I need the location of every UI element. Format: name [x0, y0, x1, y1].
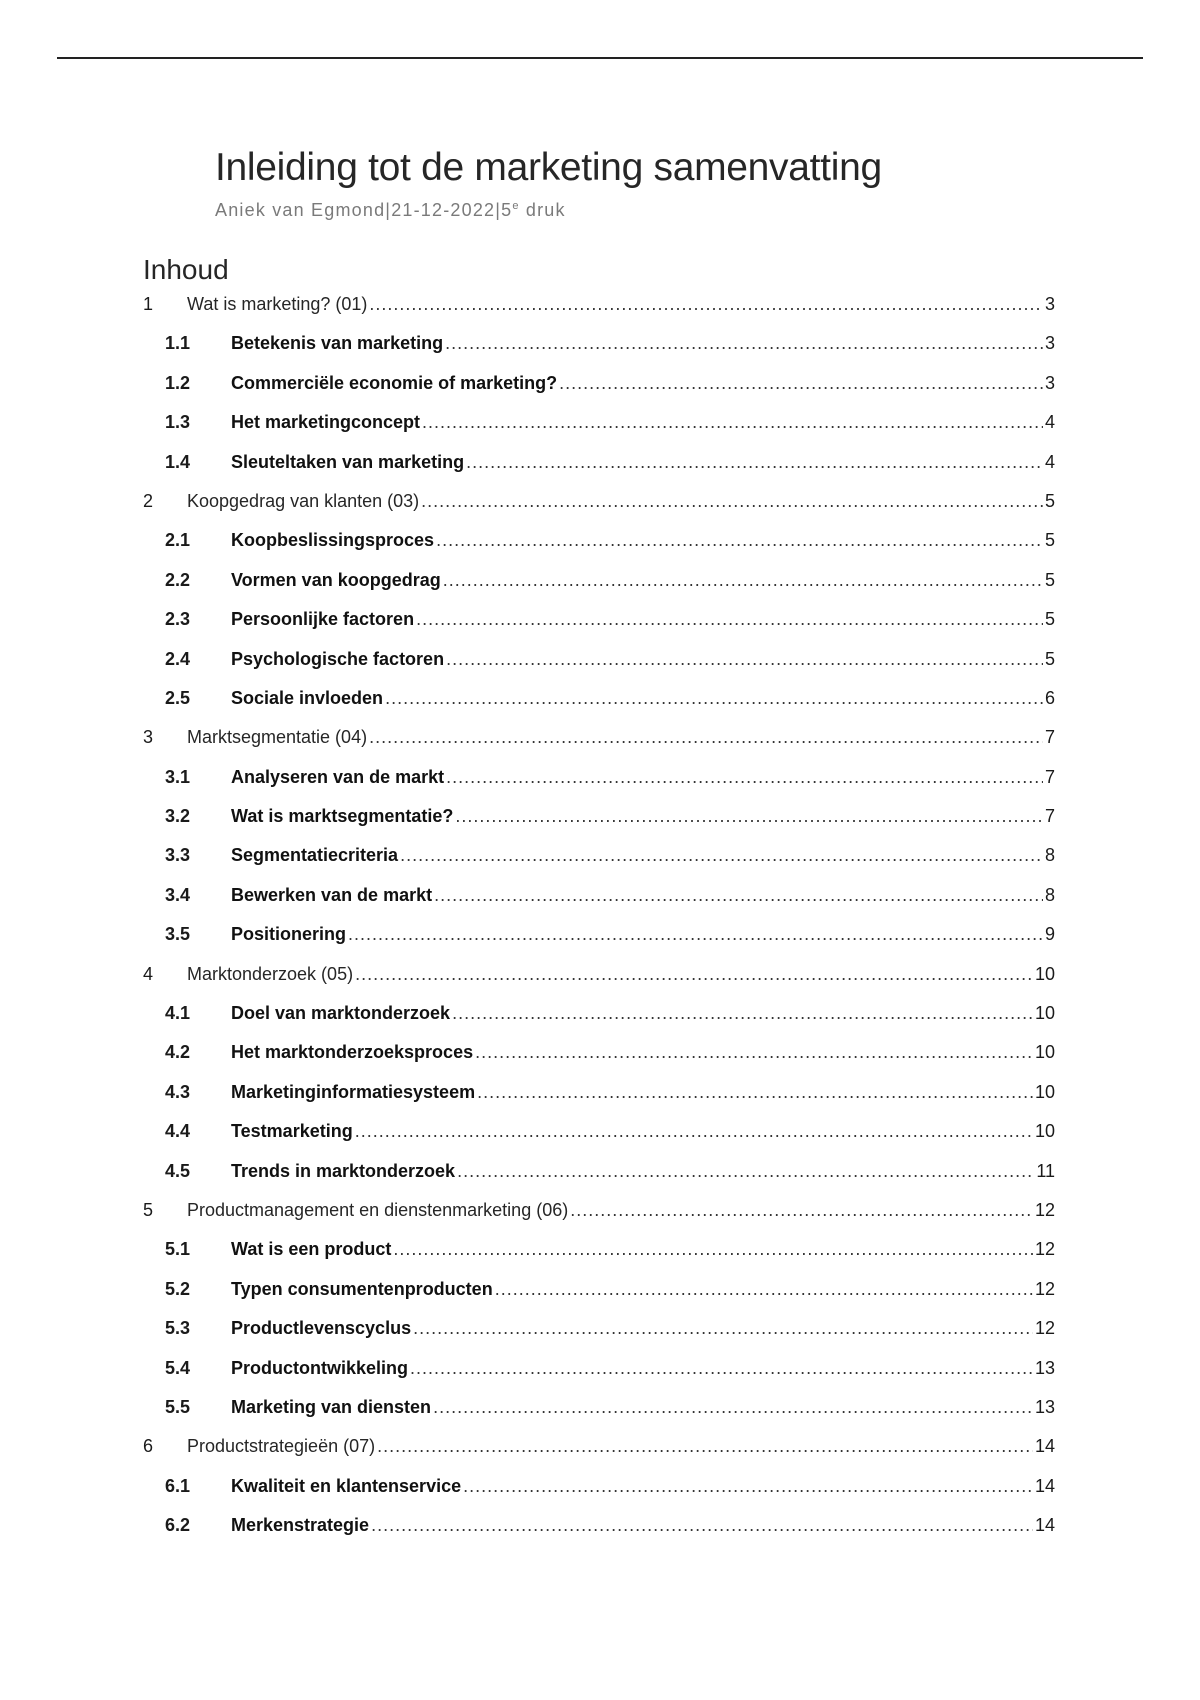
toc-dot-leader: [400, 836, 1043, 875]
toc-entry-number: 1.1: [165, 333, 191, 354]
toc-section-entry[interactable]: [143, 1033, 1055, 1072]
toc-entry-page: 5: [1044, 609, 1055, 630]
document-title: Inleiding tot de marketing samenvatting: [215, 146, 882, 189]
toc-dot-leader: [495, 1270, 1033, 1309]
toc-entry-label: Vormen van koopgedrag: [231, 569, 441, 590]
toc-entry-label: Merkenstrategie: [231, 1515, 370, 1536]
toc-entry-label: Wat is marktsegmentatie?: [231, 806, 454, 827]
toc-chapter-entry[interactable]: [143, 1427, 1055, 1466]
toc-entry-label: Psychologische factoren: [231, 648, 445, 669]
toc-dot-leader: [393, 1230, 1033, 1269]
header-rule: [57, 57, 1143, 59]
toc-section-entry[interactable]: [143, 1270, 1055, 1309]
toc-entry-label: Bewerken van de markt: [231, 884, 433, 905]
toc-section-entry[interactable]: [143, 836, 1055, 875]
toc-entry-number: 6.1: [165, 1475, 191, 1496]
toc-entry-page: 12: [1034, 1278, 1055, 1299]
toc-entry-number: 5.1: [165, 1239, 191, 1260]
toc-entry-number: 3: [143, 727, 154, 748]
toc-dot-leader: [422, 403, 1043, 442]
toc-dot-leader: [421, 482, 1043, 521]
toc-entry-number: 4.5: [165, 1160, 191, 1181]
toc-entry-label: Productstrategieën (07): [187, 1436, 376, 1457]
toc-entry-number: 4: [143, 963, 154, 984]
toc-entry-label: Doel van marktonderzoek: [231, 1003, 451, 1024]
toc-dot-leader: [455, 797, 1043, 836]
toc-entry-number: 5.5: [165, 1396, 191, 1417]
toc-entry-number: 6: [143, 1436, 154, 1457]
subtitle-author: Aniek van Egmond: [215, 200, 386, 220]
toc-entry-page: 6: [1044, 687, 1055, 708]
toc-entry-number: 2.2: [165, 569, 191, 590]
toc-entry-page: 5: [1044, 490, 1055, 511]
toc-dot-leader: [371, 1506, 1033, 1545]
toc-entry-number: 5.3: [165, 1318, 191, 1339]
toc-dot-leader: [446, 758, 1043, 797]
toc-entry-page: 12: [1034, 1199, 1055, 1220]
toc-entry-label: Productlevenscyclus: [231, 1318, 412, 1339]
toc-section-entry[interactable]: [143, 324, 1055, 363]
toc-heading: Inhoud: [143, 254, 229, 285]
toc-entry-label: Productontwikkeling: [231, 1357, 409, 1378]
toc-entry-label: Betekenis van marketing: [231, 333, 444, 354]
toc-section-entry[interactable]: [143, 758, 1055, 797]
toc-entry-number: 4.3: [165, 1081, 191, 1102]
toc-section-entry[interactable]: [143, 1467, 1055, 1506]
toc-entry-page: 12: [1034, 1239, 1055, 1260]
toc-dot-leader: [445, 324, 1043, 363]
toc-dot-leader: [369, 285, 1043, 324]
toc-entry-label: Positionering: [231, 924, 347, 945]
toc-entry-page: 9: [1044, 924, 1055, 945]
toc-chapter-entry[interactable]: [143, 1191, 1055, 1230]
toc-dot-leader: [433, 1388, 1033, 1427]
toc-section-entry[interactable]: [143, 1309, 1055, 1348]
subtitle-edition-sup: e: [512, 200, 520, 212]
toc-section-entry[interactable]: [143, 1112, 1055, 1151]
toc-entry-number: 3.2: [165, 806, 191, 827]
toc-entry-label: Typen consumentenproducten: [231, 1278, 493, 1299]
toc-entry-label: Marktonderzoek (05): [187, 963, 354, 984]
toc-dot-leader: [457, 1152, 1034, 1191]
toc-entry-number: 2.1: [165, 530, 191, 551]
toc-section-entry[interactable]: [143, 915, 1055, 954]
toc-dot-leader: [452, 994, 1033, 1033]
toc-entry-number: 2.5: [165, 687, 191, 708]
toc-entry-label: Koopbeslissingsproces: [231, 530, 435, 551]
subtitle-edition-word: druk: [525, 200, 566, 220]
toc-entry-page: 10: [1034, 1003, 1055, 1024]
toc-dot-leader: [466, 443, 1043, 482]
toc-entry-number: 2: [143, 490, 154, 511]
toc-dot-leader: [413, 1309, 1033, 1348]
toc-entry-label: Marktsegmentatie (04): [187, 727, 368, 748]
toc-section-entry[interactable]: [143, 521, 1055, 560]
toc-chapter-entry[interactable]: [143, 955, 1055, 994]
toc-entry-page: 7: [1044, 727, 1055, 748]
toc-entry-number: 4.4: [165, 1121, 191, 1142]
toc-entry-page: 14: [1034, 1475, 1055, 1496]
toc-section-entry[interactable]: [143, 364, 1055, 403]
toc-section-entry[interactable]: [143, 1152, 1055, 1191]
toc-entry-page: 5: [1044, 648, 1055, 669]
toc-entry-label: Het marktonderzoeksproces: [231, 1042, 474, 1063]
toc-section-entry[interactable]: [143, 561, 1055, 600]
toc-dot-leader: [410, 1349, 1033, 1388]
toc-dot-leader: [477, 1073, 1033, 1112]
toc-entry-page: 10: [1034, 963, 1055, 984]
toc-dot-leader: [416, 600, 1043, 639]
toc-entry-number: 2.4: [165, 648, 191, 669]
toc-chapter-entry[interactable]: [143, 718, 1055, 757]
toc-section-entry[interactable]: [143, 1349, 1055, 1388]
toc-entry-label: Persoonlijke factoren: [231, 609, 415, 630]
toc-chapter-entry[interactable]: [143, 482, 1055, 521]
toc-entry-page: 4: [1044, 451, 1055, 472]
toc-entry-number: 1.3: [165, 412, 191, 433]
toc-dot-leader: [559, 364, 1043, 403]
toc-entry-page: 7: [1044, 806, 1055, 827]
toc-entry-label: Sociale invloeden: [231, 687, 384, 708]
toc-entry-label: Productmanagement en dienstenmarketing (06): [187, 1199, 569, 1220]
toc-entry-label: Segmentatiecriteria: [231, 845, 399, 866]
toc-dot-leader: [385, 679, 1043, 718]
toc-dot-leader: [446, 640, 1043, 679]
toc-entry-number: 5.4: [165, 1357, 191, 1378]
toc-entry-label: Commerciële economie of marketing?: [231, 372, 558, 393]
toc-section-entry[interactable]: [143, 994, 1055, 1033]
toc-entry-label: Analyseren van de markt: [231, 766, 445, 787]
toc-entry-label: Sleuteltaken van marketing: [231, 451, 465, 472]
toc-section-entry[interactable]: [143, 1388, 1055, 1427]
toc-entry-number: 2.3: [165, 609, 191, 630]
toc-dot-leader: [443, 561, 1043, 600]
toc-dot-leader: [463, 1467, 1033, 1506]
subtitle-date: 21-12-2022: [391, 200, 496, 220]
toc-entry-label: Wat is marketing? (01): [187, 294, 368, 314]
toc-entry-label: Trends in marktonderzoek: [231, 1160, 456, 1181]
toc-entry-label: Kwaliteit en klantenservice: [231, 1475, 462, 1496]
document-subtitle: [215, 200, 566, 221]
toc-entry-page: 10: [1034, 1042, 1055, 1063]
toc-dot-leader: [355, 955, 1033, 994]
toc-entry-number: 3.1: [165, 766, 191, 787]
toc-entry-page: 10: [1034, 1121, 1055, 1142]
toc-entry-page: 13: [1034, 1396, 1055, 1417]
toc-entry-page: 7: [1044, 766, 1055, 787]
toc-entry-number: 1: [143, 294, 154, 314]
toc-entry-page: 12: [1034, 1318, 1055, 1339]
toc-entry-label: Koopgedrag van klanten (03): [187, 490, 420, 511]
toc-dot-leader: [475, 1033, 1033, 1072]
toc-entry-page: 5: [1044, 569, 1055, 590]
subtitle-separator: |: [385, 200, 392, 220]
toc-dot-leader: [355, 1112, 1033, 1151]
toc-entry-number: 6.2: [165, 1515, 191, 1536]
toc-entry-label: Het marketingconcept: [231, 412, 421, 433]
toc-section-entry[interactable]: [143, 600, 1055, 639]
toc-entry-label: Marketinginformatiesysteem: [231, 1081, 476, 1102]
toc-dot-leader: [436, 521, 1043, 560]
toc-entry-number: 1.4: [165, 451, 191, 472]
toc-entry-number: 3.5: [165, 924, 191, 945]
toc-entry-number: 4.2: [165, 1042, 191, 1063]
toc-entry-page: 3: [1044, 333, 1055, 354]
toc-entry-page: 14: [1034, 1436, 1055, 1457]
toc-dot-leader: [369, 718, 1043, 757]
toc-section-entry[interactable]: [143, 443, 1055, 482]
toc-entry-page: 14: [1034, 1515, 1055, 1536]
table-of-contents: [143, 285, 1055, 1546]
toc-section-entry[interactable]: [143, 679, 1055, 718]
toc-entry-page: 11: [1036, 1160, 1055, 1181]
toc-entry-number: 1.2: [165, 372, 191, 393]
toc-section-entry[interactable]: [143, 403, 1055, 442]
toc-entry-page: 3: [1044, 294, 1055, 314]
toc-entry-label: Testmarketing: [231, 1121, 353, 1142]
toc-entry-number: 3.3: [165, 845, 191, 866]
toc-entry-number: 5: [143, 1199, 154, 1220]
toc-chapter-entry[interactable]: [143, 285, 1055, 324]
subtitle-separator: |: [495, 200, 502, 220]
toc-section-entry[interactable]: [143, 1230, 1055, 1269]
toc-section-entry[interactable]: [143, 797, 1055, 836]
toc-entry-number: 5.2: [165, 1278, 191, 1299]
toc-entry-page: 8: [1044, 845, 1055, 866]
toc-entry-page: 8: [1044, 884, 1055, 905]
toc-entry-number: 4.1: [165, 1003, 191, 1024]
toc-entry-page: 5: [1044, 530, 1055, 551]
toc-entry-page: 10: [1034, 1081, 1055, 1102]
toc-section-entry[interactable]: [143, 876, 1055, 915]
toc-dot-leader: [377, 1427, 1033, 1466]
toc-entry-number: 3.4: [165, 884, 191, 905]
toc-dot-leader: [348, 915, 1043, 954]
toc-dot-leader: [570, 1191, 1033, 1230]
toc-section-entry[interactable]: [143, 640, 1055, 679]
toc-entry-page: 3: [1044, 372, 1055, 393]
toc-entry-page: 13: [1034, 1357, 1055, 1378]
toc-entry-page: 4: [1044, 412, 1055, 433]
toc-dot-leader: [434, 876, 1043, 915]
toc-section-entry[interactable]: [143, 1506, 1055, 1545]
toc-section-entry[interactable]: [143, 1073, 1055, 1112]
toc-entry-label: Wat is een product: [231, 1239, 392, 1260]
toc-entry-label: Marketing van diensten: [231, 1396, 432, 1417]
subtitle-edition-number: 5: [501, 200, 513, 220]
